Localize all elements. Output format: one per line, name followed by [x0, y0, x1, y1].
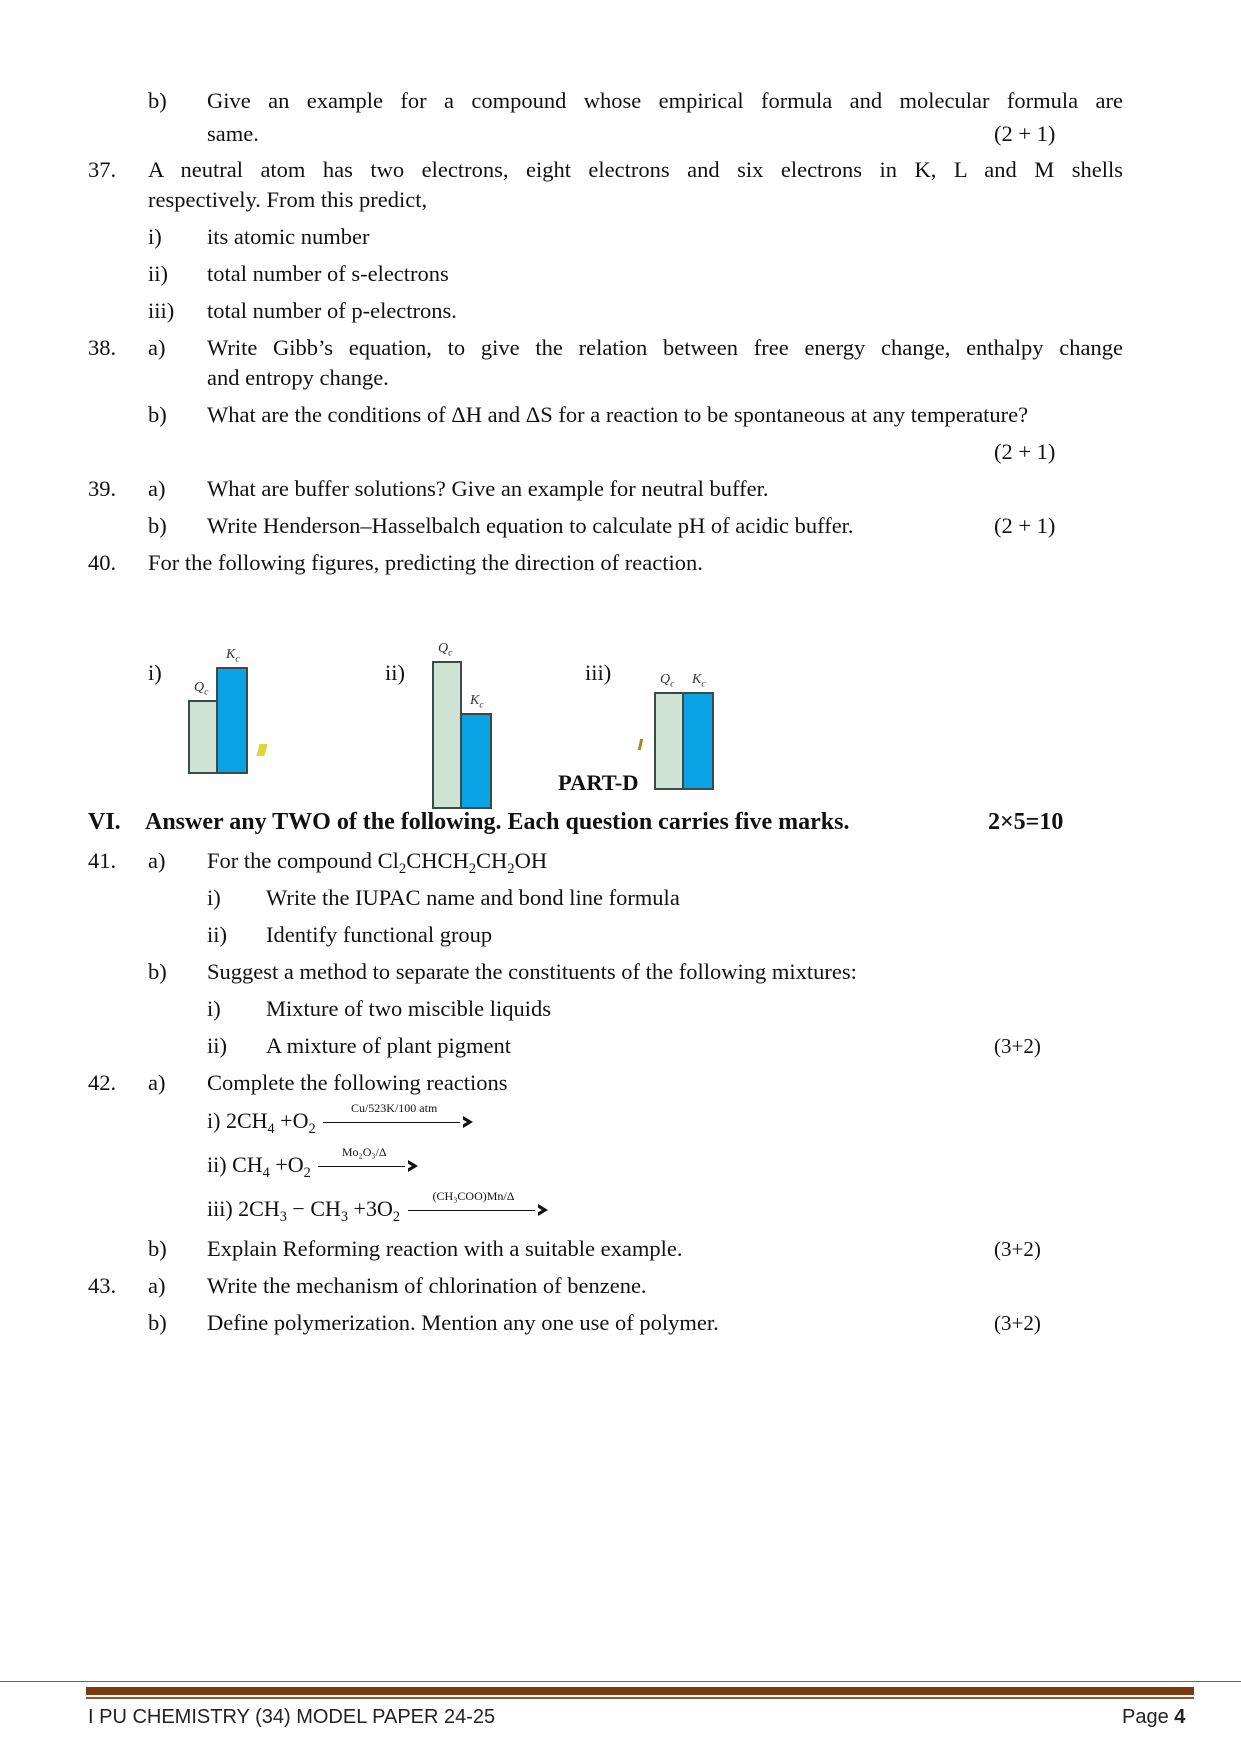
q42b-label: b) — [148, 1236, 167, 1261]
q37-item-label: ii) — [148, 261, 168, 286]
q43b-text: Define polymerization. Mention any one use of polymer. — [207, 1310, 719, 1335]
plus-sign: + — [353, 1196, 366, 1221]
q37-item-label: iii) — [148, 298, 175, 323]
qc-bar — [188, 700, 218, 774]
q38b-text: What are the conditions of ΔH and ΔS for a reaction to be spontaneous at any temperature? — [207, 402, 1029, 427]
q41a-item-text: Write the IUPAC name and bond line formula — [266, 885, 680, 910]
q41-marks: (3+2) — [994, 1034, 1041, 1058]
q41b-item-text: A mixture of plant pigment — [266, 1033, 511, 1058]
reaction-label: iii) — [207, 1196, 233, 1221]
formula-subscript: 2 — [398, 861, 407, 878]
q38b-label: b) — [148, 402, 167, 427]
footer-page — [1122, 1706, 1185, 1729]
reactant: O — [287, 1152, 304, 1177]
reactant: CH — [232, 1152, 263, 1177]
kc-bar — [682, 692, 714, 790]
qc-bar — [654, 692, 684, 790]
footer-divider-blue — [0, 1681, 1241, 1682]
q39-number: 39. — [88, 476, 117, 501]
figure-label: iii) — [585, 660, 612, 685]
reactant-subscript: 3 — [340, 1209, 349, 1225]
q41b-text: Suggest a method to separate the constituents of the following mixtures: — [207, 959, 857, 984]
reactant: 2CH — [225, 1108, 268, 1133]
kc-label: $K_c$ — [692, 672, 706, 690]
page-label: Page — [1122, 1706, 1169, 1728]
reactant: CH — [310, 1196, 341, 1221]
q39b-label: b) — [148, 513, 167, 538]
q36b-marks: (2 + 1) — [994, 121, 1056, 146]
part-title: PART-D — [558, 770, 639, 795]
footer-divider-brown-thin — [86, 1697, 1194, 1699]
q39b-text: Write Henderson–Hasselbalch equation to calculate pH of acidic buffer. — [207, 513, 854, 538]
q43-marks: (3+2) — [994, 1311, 1041, 1335]
reaction-condition: (CH₃COO)Mn/Δ — [432, 1188, 515, 1203]
reaction-arrow-icon — [318, 1144, 418, 1177]
q41b-item-label: ii) — [207, 1033, 227, 1058]
q37-item-text: its atomic number — [207, 224, 370, 249]
q37-text-line1: A neutral atom has two electrons, eight electrons and six electrons in K, L and M shells — [148, 157, 1123, 182]
reaction-condition: Mo₂O₃/Δ — [341, 1144, 387, 1159]
figure-qc-kc-3 — [654, 600, 734, 796]
q42-marks: (3+2) — [994, 1237, 1041, 1261]
reaction-arrow-icon — [323, 1100, 473, 1133]
reaction-condition: Cu/523K/100 atm — [350, 1100, 438, 1115]
q39a-label: a) — [148, 476, 166, 501]
q41b-label: b) — [148, 959, 167, 984]
q36b-text-line1: Give an example for a compound whose empirical formula and molecular formula are — [207, 88, 1123, 113]
formula-subscript: 2 — [507, 861, 515, 878]
q39-marks: (2 + 1) — [994, 513, 1056, 538]
q36b-text-line2: same. — [207, 121, 259, 146]
formula-part: OH — [514, 848, 548, 873]
q37-item-text: total number of s-electrons — [207, 261, 449, 286]
q41b-item-text: Mixture of two miscible liquids — [266, 996, 551, 1021]
q40-number: 40. — [88, 550, 117, 575]
bond-dash: − — [292, 1196, 305, 1221]
reaction-label: i) — [207, 1108, 221, 1133]
plus-sign: + — [275, 1152, 288, 1177]
reaction-arrow-icon — [408, 1188, 548, 1221]
reactant-subscript: 4 — [267, 1121, 275, 1137]
q41a-text — [207, 848, 548, 878]
figure-qc-kc-2 — [432, 575, 512, 815]
reactant-subscript: 2 — [392, 1209, 400, 1225]
q42b-text: Explain Reforming reaction with a suitable example. — [207, 1236, 683, 1261]
kc-bar — [460, 713, 492, 809]
q37-number: 37. — [88, 157, 117, 182]
q43a-label: a) — [148, 1273, 166, 1298]
reaction-1 — [207, 1100, 473, 1137]
reactant-subscript: 4 — [262, 1165, 270, 1181]
reaction-2 — [207, 1144, 418, 1181]
q38a-label: a) — [148, 335, 166, 360]
formula-part: CH — [476, 848, 508, 873]
reactant: 2CH — [238, 1196, 280, 1221]
q37-item-text: total number of p-electrons. — [207, 298, 457, 323]
plus-sign: + — [280, 1108, 293, 1133]
stray-mark-decoration — [638, 739, 643, 750]
figure-label: i) — [148, 660, 162, 685]
q40-text: For the following figures, predicting the direction of reaction. — [148, 550, 703, 575]
reactant-subscript: 2 — [308, 1121, 316, 1137]
q41-number: 41. — [88, 848, 117, 873]
footer-title: I PU CHEMISTRY (34) MODEL PAPER 24-25 — [88, 1706, 496, 1728]
figure-label: ii) — [385, 660, 405, 685]
qc-bar — [432, 661, 462, 809]
q42-number: 42. — [88, 1070, 117, 1095]
section-instruction: Answer any TWO of the following. Each question carries five marks. — [145, 809, 850, 835]
reactant: O — [292, 1108, 309, 1133]
q41a-text-prefix: For the compound Cl — [207, 848, 399, 873]
q38a-text-line2: and entropy change. — [207, 365, 389, 390]
section-marks: 2×5=10 — [988, 809, 1064, 835]
qc-label: $Q_c$ — [660, 672, 675, 690]
reaction-label: ii) — [207, 1152, 227, 1177]
section-roman: VI. — [88, 809, 121, 835]
q42a-text: Complete the following reactions — [207, 1070, 508, 1095]
reactant: 3O — [365, 1196, 393, 1221]
kc-label: $K_c$ — [470, 693, 484, 711]
footer-divider-brown — [86, 1687, 1194, 1695]
q42a-label: a) — [148, 1070, 166, 1095]
q38-marks: (2 + 1) — [994, 439, 1056, 464]
q39a-text: What are buffer solutions? Give an example for neutral buffer. — [207, 476, 769, 501]
q41b-item-label: i) — [207, 996, 221, 1021]
kc-bar — [216, 667, 248, 774]
kc-label: $K_c$ — [226, 647, 240, 665]
q37-text-line2: respectively. From this predict, — [148, 187, 428, 212]
q36b-label: b) — [148, 88, 167, 113]
reactant-subscript: 3 — [279, 1209, 287, 1225]
q38-number: 38. — [88, 335, 117, 360]
q41a-item-text: Identify functional group — [266, 922, 493, 947]
q41a-label: a) — [148, 848, 166, 873]
q43-number: 43. — [88, 1273, 117, 1298]
qc-label: $Q_c$ — [194, 680, 209, 698]
reactant-subscript: 2 — [303, 1165, 311, 1181]
formula-subscript: 2 — [468, 861, 477, 878]
q43b-label: b) — [148, 1310, 167, 1335]
q37-item-label: i) — [148, 224, 162, 249]
formula-part: CHCH — [406, 848, 469, 873]
q43a-text: Write the mechanism of chlorination of benzene. — [207, 1273, 647, 1298]
page-number: 4 — [1174, 1706, 1186, 1728]
q41a-item-label: ii) — [207, 922, 227, 947]
q38a-text-line1: Write Gibb’s equation, to give the relation between free energy change, enthalpy change — [207, 335, 1123, 360]
qc-label: $Q_c$ — [438, 641, 453, 659]
q41a-item-label: i) — [207, 885, 221, 910]
reaction-3 — [207, 1188, 548, 1225]
